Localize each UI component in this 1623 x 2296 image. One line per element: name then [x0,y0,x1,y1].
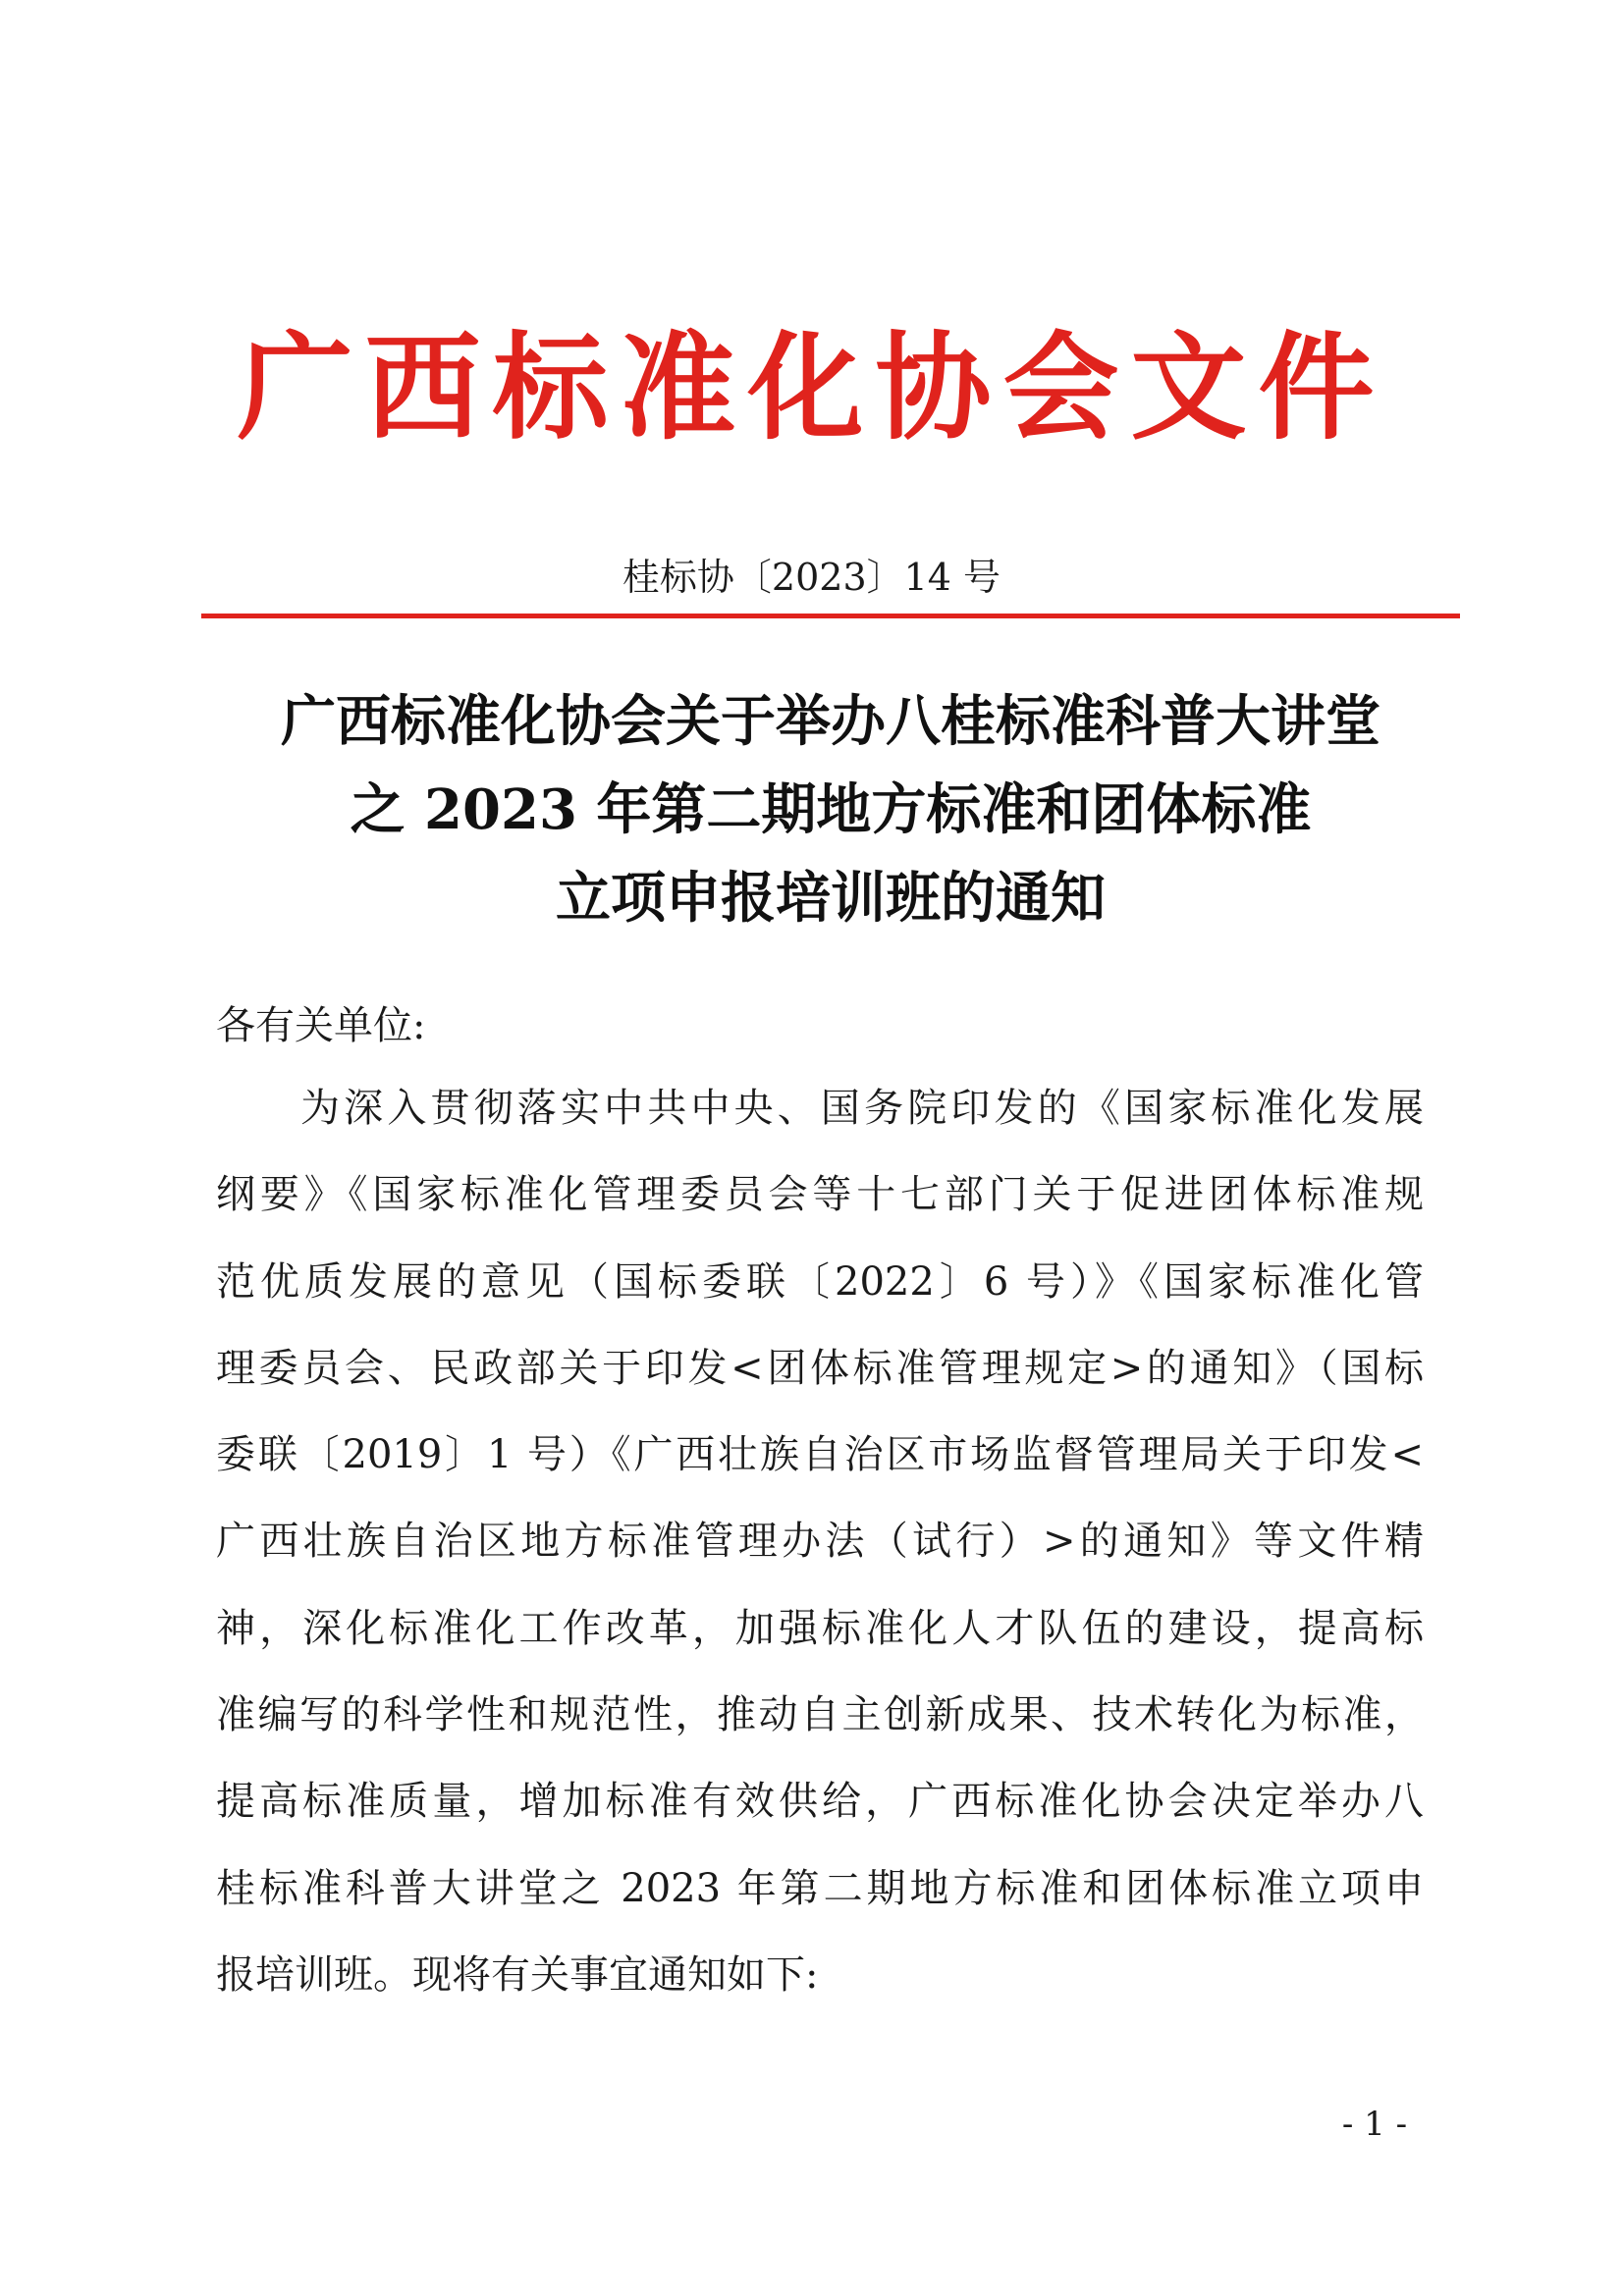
body-paragraph [216,1065,1424,2018]
page-number: - 1 - [1341,2105,1408,2144]
body-line: 纲要》《国家标准化管理委员会等十七部门关于促进团体标准规 [216,1172,1424,1218]
document-title [201,677,1460,942]
title-line: 广西标准化协会关于举办八桂标准科普大讲堂 [281,689,1380,754]
body-line: 为深入贯彻落实中共中央、国务院印发的《国家标准化发展 [300,1086,1424,1131]
body-line: 报培训班。现将有关事宜通知如下: [216,1951,819,1998]
body-line: 委联〔2019〕1 号）《广西壮族自治区市场监督管理局关于印发< [216,1432,1424,1478]
body-line: 广西壮族自治区地方标准管理办法（试行）>的通知》等文件精 [216,1519,1424,1565]
masthead-title: 广西标准化协会文件 [237,319,1386,455]
title-line: 之 2023 年第二期地方标准和团体标准 [350,777,1312,842]
body-line: 神，深化标准化工作改革，加强标准化人才队伍的建设，提高标 [216,1605,1424,1651]
title-line: 立项申报培训班的通知 [556,866,1106,931]
red-divider-line [201,614,1460,618]
document-number: 桂标协〔2023〕14 号 [622,556,1001,599]
body-line: 提高标准质量，增加标准有效供给，广西标准化协会决定举办八 [216,1779,1424,1825]
body-line: 理委员会、民政部关于印发<团体标准管理规定>的通知》（国标 [216,1345,1424,1391]
body-line: 准编写的科学性和规范性，推动自主创新成果、技术转化为标准， [216,1692,1424,1738]
body-line: 桂标准科普大讲堂之 2023 年第二期地方标准和团体标准立项申 [216,1865,1424,1911]
salutation: 各有关单位: [216,1003,426,1048]
body-line: 范优质发展的意见（国标委联〔2022〕6 号）》《国家标准化管 [216,1258,1424,1305]
